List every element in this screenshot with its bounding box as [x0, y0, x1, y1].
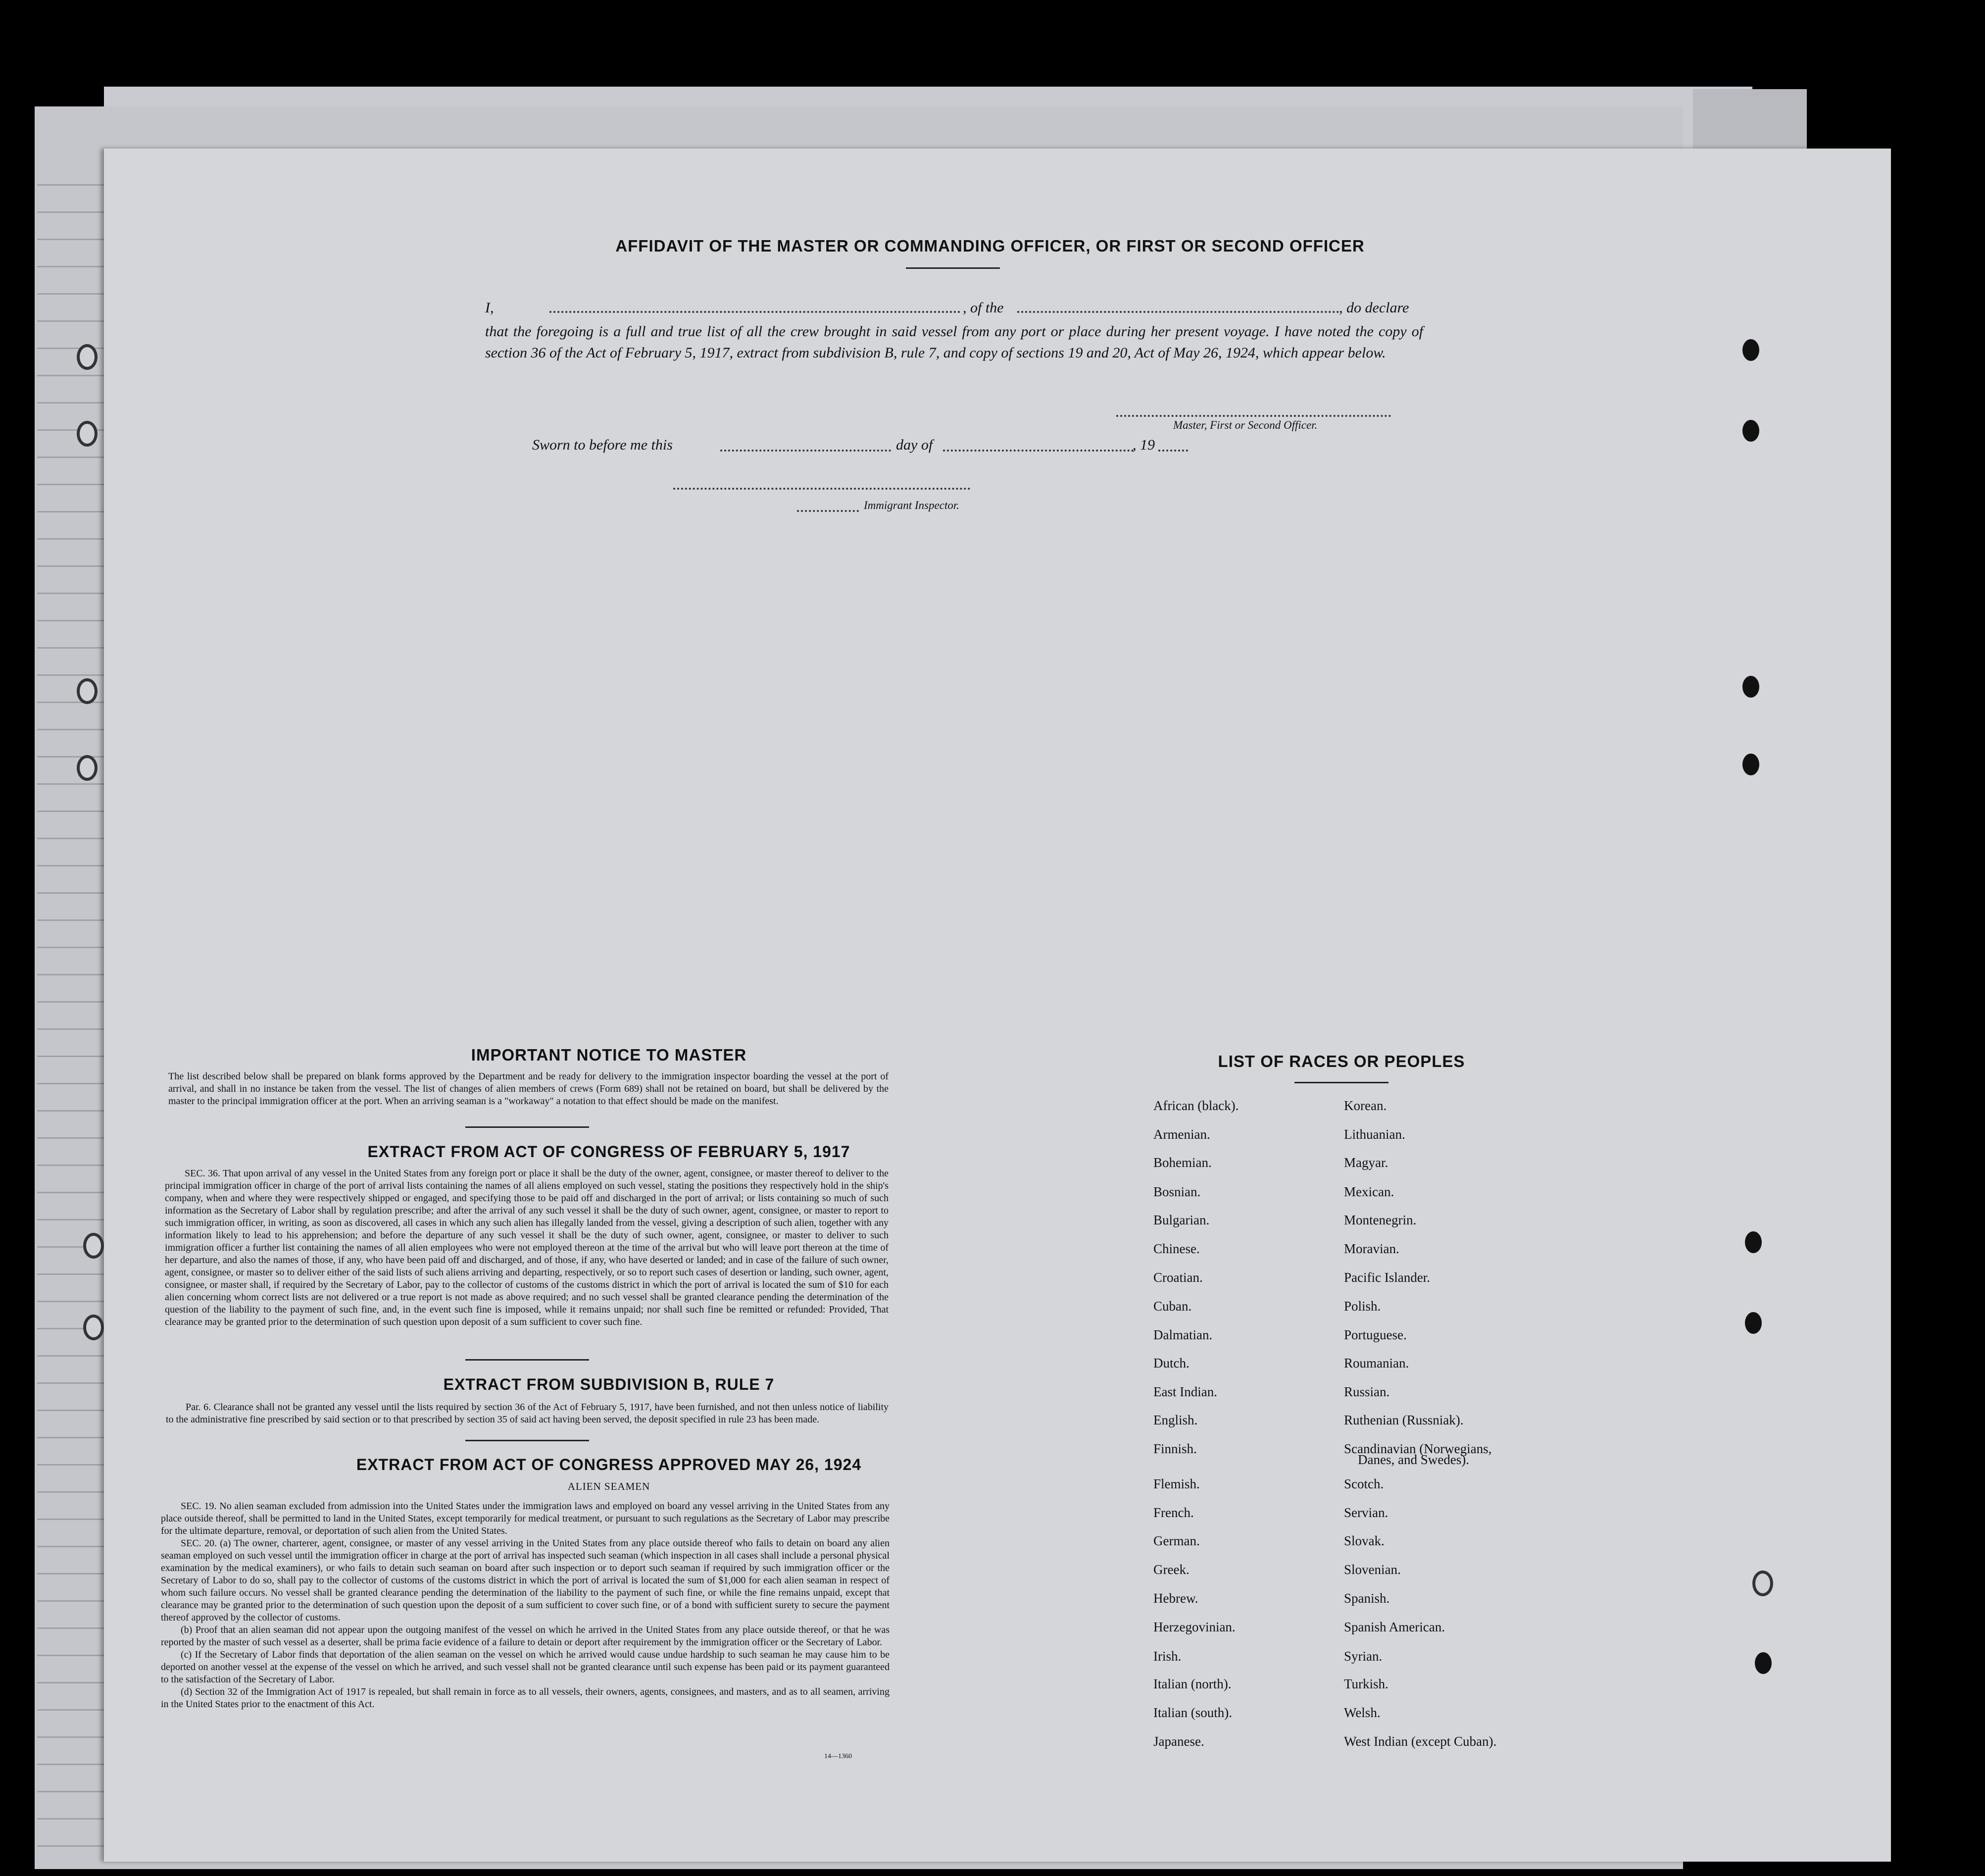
binder-hole: [1742, 339, 1759, 361]
race-item: Magyar.: [1344, 1155, 1389, 1170]
affidavit-body: that the foregoing is a full and true list of all the crew brought in said vessel from any port or place during her present voyage. I have noted the copy of section 36 of the Act of February 5, 1917, extract from subdivision B, rule 7, and copy of sections 19 and 20, Act of May 26, 1924, which appear below.: [485, 323, 1423, 361]
sec20a-text: SEC. 20. (a) The owner, charterer, agent, consignee, or master of any vessel arriving in the United States from any place outside thereof who fails to detain on board any alien seaman employed on such vessel until the immigration officer in charge at the port of arrival has inspected such seaman (which inspection in all cases shall include a personal physical examination by the medical examiners), or who fails to detain such seaman on board after such inspection or to deport such seaman if required by such immigration officer or the Secretary of Labor to do so, shall pay to the collector of customs of the customs district in which the port of arrival is located the sum of $1,000 for each alien seaman in respect of whom such failure occurs. No vessel shall be granted clearance pending the determination of the liability to the payment of such fine, or while the fine remains unpaid, except that clearance may be granted prior to the determination of such question upon the deposit of a sum sufficient to cover such fine, or of a bond with sufficient surety to secure the payment thereof approved by the collector of customs.: [161, 1538, 890, 1623]
race-item: Portuguese.: [1344, 1327, 1407, 1342]
race-item: Armenian.: [1153, 1127, 1210, 1142]
extract2-title: EXTRACT FROM SUBDIVISION B, RULE 7: [443, 1375, 775, 1393]
affidavit-title: AFFIDAVIT OF THE MASTER OR COMMANDING OFFICER, OR FIRST OR SECOND OFFICER: [615, 237, 1365, 255]
extract1-title: EXTRACT FROM ACT OF CONGRESS OF FEBRUARY 5, 1917: [367, 1143, 850, 1161]
race-item: Montenegrin.: [1344, 1213, 1417, 1227]
races-title: LIST OF RACES OR PEOPLES: [1218, 1052, 1465, 1070]
race-item: Italian (south).: [1153, 1705, 1232, 1720]
race-item: Finnish.: [1153, 1441, 1197, 1456]
race-item: Spanish.: [1344, 1591, 1390, 1606]
race-item: West Indian (except Cuban).: [1344, 1734, 1497, 1749]
binder-hole: [1745, 1312, 1762, 1334]
name-blank: [549, 311, 960, 313]
race-item: Mexican.: [1344, 1184, 1394, 1199]
binder-hole: [77, 421, 98, 447]
extract3-title: EXTRACT FROM ACT OF CONGRESS APPROVED MAY 26, 1924: [356, 1456, 862, 1473]
binder-hole: [1755, 1652, 1772, 1674]
affidavit-of-the: , of the: [963, 300, 1004, 316]
race-item: Bulgarian.: [1153, 1213, 1210, 1227]
binder-hole: [1742, 420, 1759, 442]
form-number: 14—1360: [824, 1753, 852, 1760]
race-item: Hebrew.: [1153, 1591, 1198, 1606]
divider: [465, 1359, 589, 1361]
sec20d-text: (d) Section 32 of the Immigration Act of 1917 is repealed, but shall remain in force as to all vessels, their owners, agents, consignees, and masters, and as to all seamen, arriving in the United States prior to the enactment of this Act.: [161, 1686, 890, 1710]
affidavit-declare: , do declare: [1339, 300, 1409, 316]
race-item: Ruthenian (Russniak).: [1344, 1413, 1464, 1427]
extract3-subtitle: ALIEN SEAMEN: [567, 1480, 650, 1492]
ruled-sheet-edge: [37, 158, 106, 1852]
binder-hole: [77, 678, 98, 704]
race-item: Croatian.: [1153, 1270, 1203, 1285]
race-item: East Indian.: [1153, 1384, 1217, 1399]
extract3-body: [161, 1500, 890, 1711]
race-item: Slovenian.: [1344, 1562, 1401, 1577]
inspector-label: Immigrant Inspector.: [864, 499, 959, 511]
race-item: African (black).: [1153, 1098, 1239, 1113]
master-label: Master, First or Second Officer.: [1173, 419, 1318, 431]
extract2-text: Par. 6. Clearance shall not be granted any vessel until the lists required by section 36 of the Act of February 5, 1917, have been furnished, and not then unless notice of liability to the administrative fine prescribed by said section or to that prescribed by section 35 of said act having been served, the deposit specified in rule 23 has been made.: [166, 1402, 889, 1425]
binder-hole: [1745, 1231, 1762, 1253]
divider: [906, 267, 1000, 269]
day-of-text: day of: [896, 437, 933, 453]
race-item: Pacific Islander.: [1344, 1270, 1430, 1285]
race-item: Greek.: [1153, 1562, 1190, 1577]
race-item: Syrian.: [1344, 1649, 1383, 1664]
race-item: French.: [1153, 1505, 1194, 1520]
race-item: Roumanian.: [1344, 1356, 1409, 1370]
year-blank: [1158, 450, 1188, 452]
sec20c-text: (c) If the Secretary of Labor finds that deportation of the alien seaman on the vessel on which he arrived would cause undue hardship to such seaman he may cause him to be deported on another vessel at the expense of the vessel on which he arrived, and such vessel shall not be granted clearance until such expense has been paid or its payment guaranteed to the satisfaction of the Secretary of Labor.: [161, 1649, 890, 1685]
race-item: Turkish.: [1344, 1676, 1389, 1691]
race-item: German.: [1153, 1533, 1200, 1548]
race-item: Bosnian.: [1153, 1184, 1201, 1199]
binder-hole: [77, 755, 98, 781]
race-item: Chinese.: [1153, 1241, 1200, 1256]
sworn-text: Sworn to before me this: [532, 437, 673, 453]
race-item: Bohemian.: [1153, 1155, 1212, 1170]
race-item: Korean.: [1344, 1098, 1387, 1113]
binder-hole: [1752, 1571, 1773, 1596]
race-item: Cuban.: [1153, 1299, 1192, 1314]
sec20b-text: (b) Proof that an alien seaman did not appear upon the outgoing manifest of the vessel on which he arrived in the United States from any place outside thereof, or that he was reported by the master of such vessel as a deserter, shall be prima facie evidence of a failure to detain or deport after requirement by the immigration officer or the Secretary of Labor.: [161, 1624, 890, 1648]
notice-title: IMPORTANT NOTICE TO MASTER: [471, 1046, 747, 1064]
month-blank: [943, 450, 1134, 452]
race-item: Flemish.: [1153, 1476, 1200, 1491]
race-item: Slovak.: [1344, 1533, 1385, 1548]
binder-hole: [83, 1233, 104, 1259]
binder-hole: [1742, 754, 1759, 775]
race-item: Russian.: [1344, 1384, 1390, 1399]
divider: [1294, 1082, 1389, 1083]
race-item: Lithuanian.: [1344, 1127, 1405, 1142]
inspector-blank: [797, 510, 859, 512]
race-item: Italian (north).: [1153, 1676, 1232, 1691]
notice-text: The list described below shall be prepared on blank forms approved by the Department and be ready for delivery to the immigration inspector boarding the vessel at the port of arrival, and shall in no instance be taken from the vessel. The list of changes of alien members of crews (Form 689) shall not be retained on board, but shall be delivered by the master to the principal immigration officer at the port. When an arriving seaman is a "workaway" a notation to that effect should be made on the manifest.: [168, 1071, 889, 1107]
race-item: Irish.: [1153, 1649, 1182, 1664]
race-item: Herzegovinian.: [1153, 1620, 1236, 1634]
vessel-blank: [1017, 311, 1339, 313]
race-item: Danes, and Swedes).: [1358, 1452, 1469, 1467]
extract1-text: SEC. 36. That upon arrival of any vessel in the United States from any foreign port or place it shall be the duty of the owner, agent, consignee, or master thereof to deliver to the principal immigration officer in charge of the port of arrival lists containing the names of all aliens employed on such vessel, stating the positions they respectively hold in the ship's company, when and where they were respectively shipped or engaged, and specifying those to be paid off and discharged in the port of arrival; or lists containing so much of such information as the Secretary of Labor shall by regulation prescribe; and after the arrival of any such vessel it shall be the duty of such owner, agent, consignee, or master to report to such immigration officer, in writing, as soon as discovered, all cases in which any such alien has illegally landed from the vessel, giving a description of such alien, together with any information likely to lead to his apprehension; and before the departure of any such vessel it shall be the duty of such owner, agent, consignee, or master to deliver to such immigration officer a further list containing the names of all alien employees who were not employed thereon at the time of the arrival but who will leave port thereon at the time of her departure, and also the names of those, if any, who have been paid off and discharged, and of those, if any, who have deserted or landed; and in case of the failure of such owner, agent, consignee, or master so to deliver either of the said lists of such aliens arriving and departing, respectively, or so to report such cases of desertion or landing, such owner, agent, consignee, or master shall, if required by the Secretary of Labor, pay to the collector of customs of the customs district in which the port of arrival is located the sum of $10 for each alien concerning whom correct lists are not delivered or a true report is not made as above required; and no such vessel shall be granted clearance pending the determination of the question of the liability to the payment of such fine, and, in the event such fine is imposed, while it remains unpaid; nor shall such fine be remitted or refunded: Provided, That clearance may be granted prior to the determination of such question upon deposit of a sum sufficient to cover such fine.: [165, 1168, 889, 1327]
binder-hole: [77, 344, 98, 370]
year-prefix: , 19: [1133, 437, 1155, 453]
race-item: Dutch.: [1153, 1356, 1190, 1370]
race-item: Polish.: [1344, 1299, 1381, 1314]
race-item: Japanese.: [1153, 1734, 1204, 1749]
sec19-text: SEC. 19. No alien seaman excluded from admission into the United States under the immigration laws and employed on board any vessel arriving in the United States from any place outside thereof, shall be permitted to land in the United States, except temporarily for medical treatment, or pursuant to such regulations as the Secretary of Labor may prescribe for the ultimate departure, removal, or deportation of such alien from the United States.: [161, 1501, 890, 1536]
race-item: English.: [1153, 1413, 1198, 1427]
day-blank: [720, 450, 891, 452]
race-item: Moravian.: [1344, 1241, 1399, 1256]
binder-hole: [1742, 676, 1759, 698]
binder-hole: [83, 1315, 104, 1340]
race-item: Servian.: [1344, 1505, 1389, 1520]
race-item: Welsh.: [1344, 1705, 1381, 1720]
affidavit-i: I,: [485, 300, 494, 316]
divider: [465, 1440, 589, 1441]
race-item: Scandinavian (Norwegians,: [1344, 1441, 1492, 1456]
race-item: Spanish American.: [1344, 1620, 1445, 1634]
race-item: Scotch.: [1344, 1476, 1384, 1491]
race-item: Dalmatian.: [1153, 1327, 1213, 1342]
master-signature-line: [1116, 415, 1391, 417]
divider: [465, 1126, 589, 1128]
inspector-signature-line: [673, 488, 970, 490]
